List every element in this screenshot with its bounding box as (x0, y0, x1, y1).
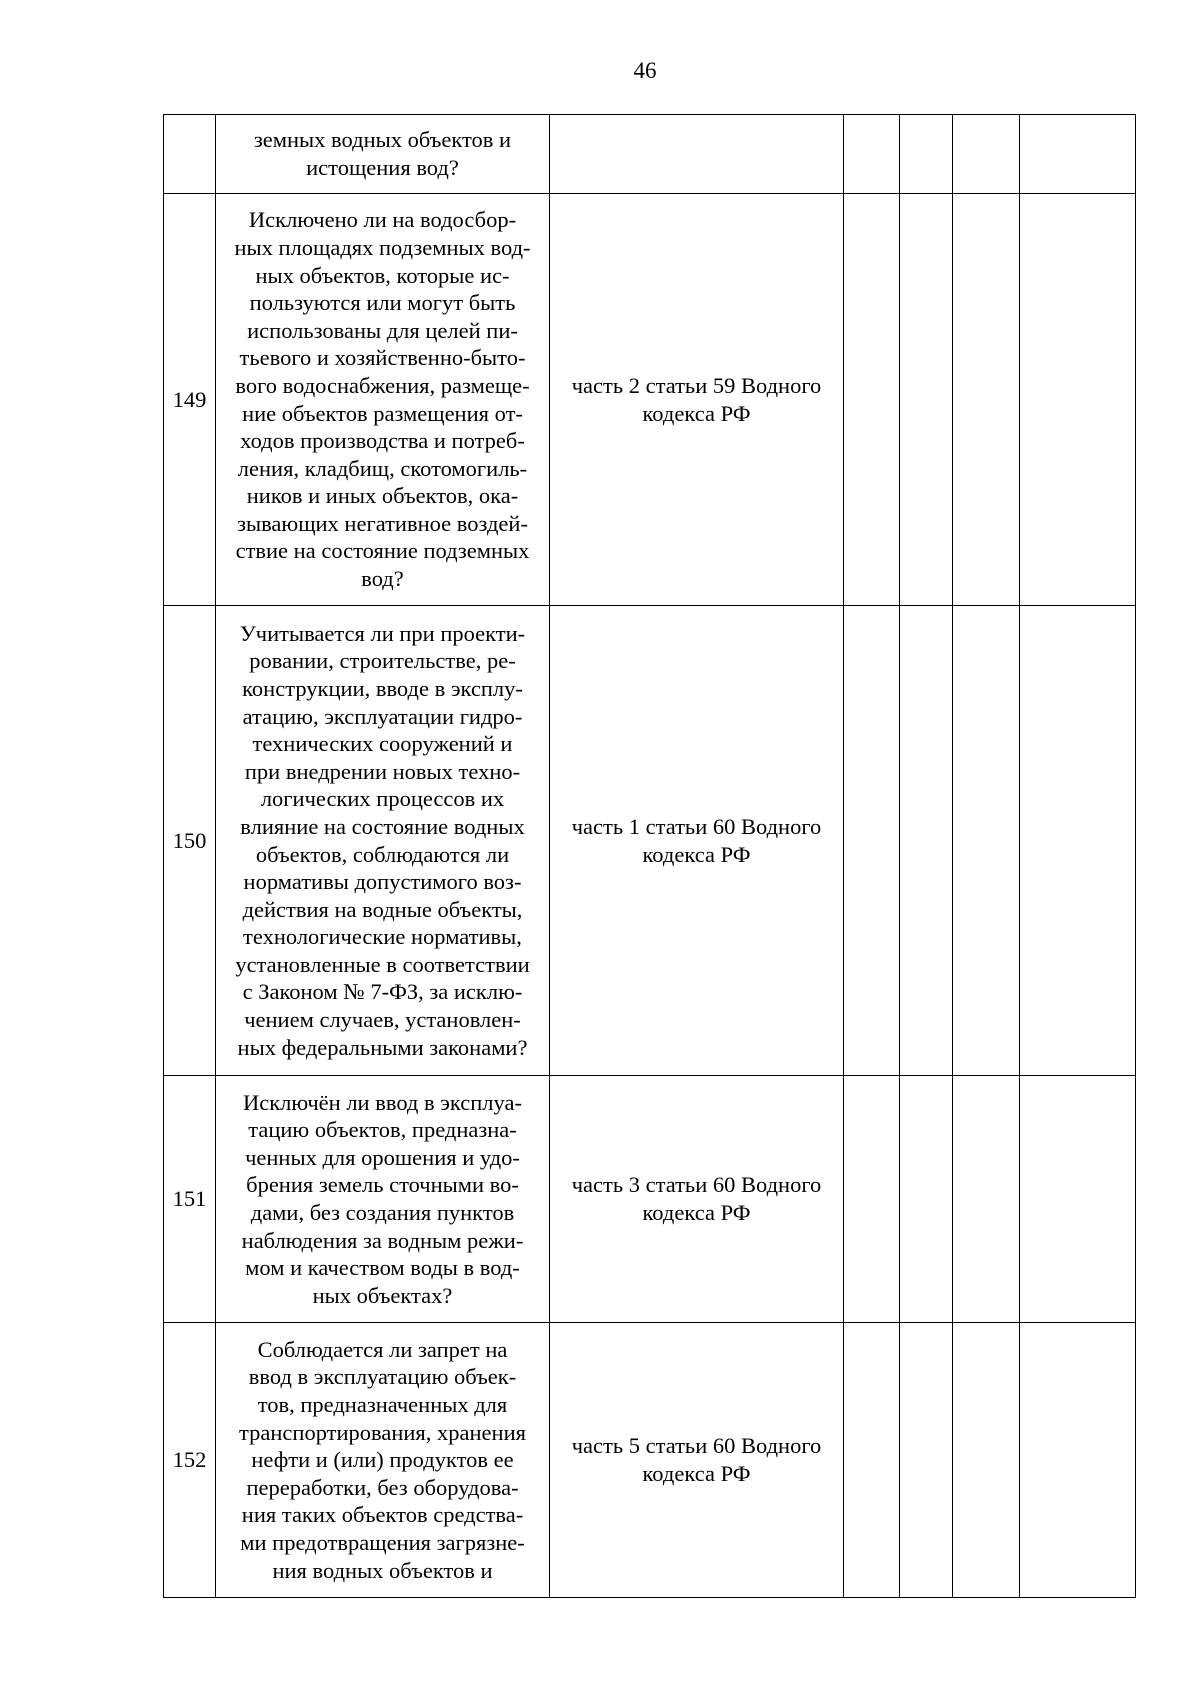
answer-cell-na (953, 194, 1020, 606)
answer-cell-yes (844, 1323, 900, 1598)
reference-cell: часть 2 статьи 59 Водного кодекса РФ (550, 194, 844, 606)
notes-cell (1020, 606, 1136, 1076)
question-line: дами, без создания пунктов (250, 1200, 515, 1225)
notes-cell (1020, 115, 1136, 194)
question-line: чением случаев, установлен- (244, 1007, 521, 1033)
question-cell (216, 194, 550, 606)
question-line: тьевого и хозяйственно-быто- (239, 345, 526, 371)
row-number: 149 (164, 194, 216, 606)
question-line: мом и качеством воды в вод- (245, 1255, 520, 1281)
table-row (164, 606, 1136, 1076)
row-number: 151 (164, 1076, 216, 1323)
checklist-table (163, 114, 1136, 1598)
question-line: земных водных объектов и (253, 127, 512, 153)
answer-cell-yes (844, 115, 900, 194)
question-line: конструкции, вводе в эксплу- (242, 675, 523, 701)
answer-cell-na (953, 1076, 1020, 1323)
question-line: Соблюдается ли запрет на (257, 1336, 508, 1362)
reference-cell: часть 3 статьи 60 Водного кодекса РФ (550, 1076, 844, 1323)
question-line: при внедрении новых техно- (244, 758, 521, 784)
table-row (164, 115, 1136, 194)
answer-cell-no (900, 1076, 953, 1323)
answer-cell-yes (844, 606, 900, 1076)
answer-cell-na (953, 1323, 1020, 1598)
table-row (164, 1076, 1136, 1323)
question-line: технологические нормативы, (243, 924, 522, 950)
answer-cell-no (900, 194, 953, 606)
question-line: ных федеральными законами? (237, 1034, 528, 1060)
question-cell (216, 1076, 550, 1323)
question-line: вого водоснабжения, размеще- (235, 372, 530, 398)
table-row (164, 194, 1136, 606)
question-line: вод? (361, 566, 404, 592)
question-line: ровании, строительстве, ре- (249, 648, 516, 674)
question-line: Исключён ли ввод в эксплуа- (243, 1089, 522, 1115)
question-line: нормативы допустимого воз- (243, 869, 522, 895)
question-line: брения земель сточными во- (246, 1172, 519, 1198)
answer-cell-no (900, 606, 953, 1076)
question-line: влияние на состояние водных (240, 813, 525, 839)
row-number: 150 (164, 606, 216, 1076)
reference-cell (550, 115, 844, 194)
question-line: ние объектов размещения от- (242, 400, 523, 426)
row-number (164, 115, 216, 194)
reference-cell: часть 1 статьи 60 Водного кодекса РФ (550, 606, 844, 1076)
question-line: истощения вод? (306, 155, 459, 180)
reference-cell: часть 5 статьи 60 Водного кодекса РФ (550, 1323, 844, 1598)
question-line: логических процессов их (260, 786, 505, 812)
question-line: зывающих негативное воздей- (237, 510, 528, 536)
answer-cell-yes (844, 194, 900, 606)
question-line: действия на водные объекты, (242, 896, 523, 922)
question-line: ходов производства и потреб- (240, 428, 525, 454)
question-line: Исключено ли на водосбор- (248, 207, 517, 233)
question-line: установленные в соответствии (235, 951, 530, 977)
question-line: ввод в эксплуатацию объек- (248, 1364, 517, 1390)
question-line: ния водных объектов и (272, 1557, 493, 1583)
question-line: переработки, без оборудова- (246, 1474, 519, 1500)
notes-cell (1020, 1323, 1136, 1598)
question-line: технических сооружений и (252, 731, 513, 757)
question-line: объектов, соблюдаются ли (255, 841, 510, 867)
answer-cell-yes (844, 1076, 900, 1323)
table-row (164, 1323, 1136, 1598)
answer-cell-no (900, 115, 953, 194)
question-line: ных объектов, которые ис- (255, 262, 510, 288)
question-cell (216, 1323, 550, 1598)
question-line: тов, предназначенных для (257, 1392, 508, 1418)
question-line: ствие на состояние подземных (235, 538, 530, 564)
question-line: нефти и (или) продуктов ее (251, 1447, 514, 1473)
question-line: ников и иных объектов, ока- (246, 483, 519, 509)
question-line: тацию объектов, предназна- (248, 1117, 517, 1143)
question-line: атацию, эксплуатации гидро- (242, 703, 523, 729)
question-line: ченных для орошения и удо- (245, 1144, 520, 1170)
question-line: использованы для целей пи- (247, 317, 518, 343)
notes-cell (1020, 194, 1136, 606)
page-number: 46 (633, 58, 657, 83)
question-cell (216, 606, 550, 1076)
question-line: ных площадях подземных вод- (234, 234, 531, 260)
notes-cell (1020, 1076, 1136, 1323)
question-line: Учитывается ли при проекти- (239, 620, 526, 646)
question-line: пользуются или могут быть (249, 290, 516, 316)
question-line: с Законом № 7-ФЗ, за исклю- (242, 979, 523, 1005)
question-line: ления, кладбищ, скотомогиль- (237, 455, 528, 481)
row-number: 152 (164, 1323, 216, 1598)
question-line: наблюдения за водным режи- (241, 1227, 524, 1253)
question-line: транспортирования, хранения (239, 1419, 526, 1445)
question-line: ния таких объектов средства- (241, 1502, 524, 1528)
question-line: ных объектах? (312, 1282, 453, 1308)
question-cell (216, 115, 550, 194)
answer-cell-na (953, 115, 1020, 194)
answer-cell-na (953, 606, 1020, 1076)
answer-cell-no (900, 1323, 953, 1598)
question-line: ми предотвращения загрязне- (240, 1529, 525, 1555)
